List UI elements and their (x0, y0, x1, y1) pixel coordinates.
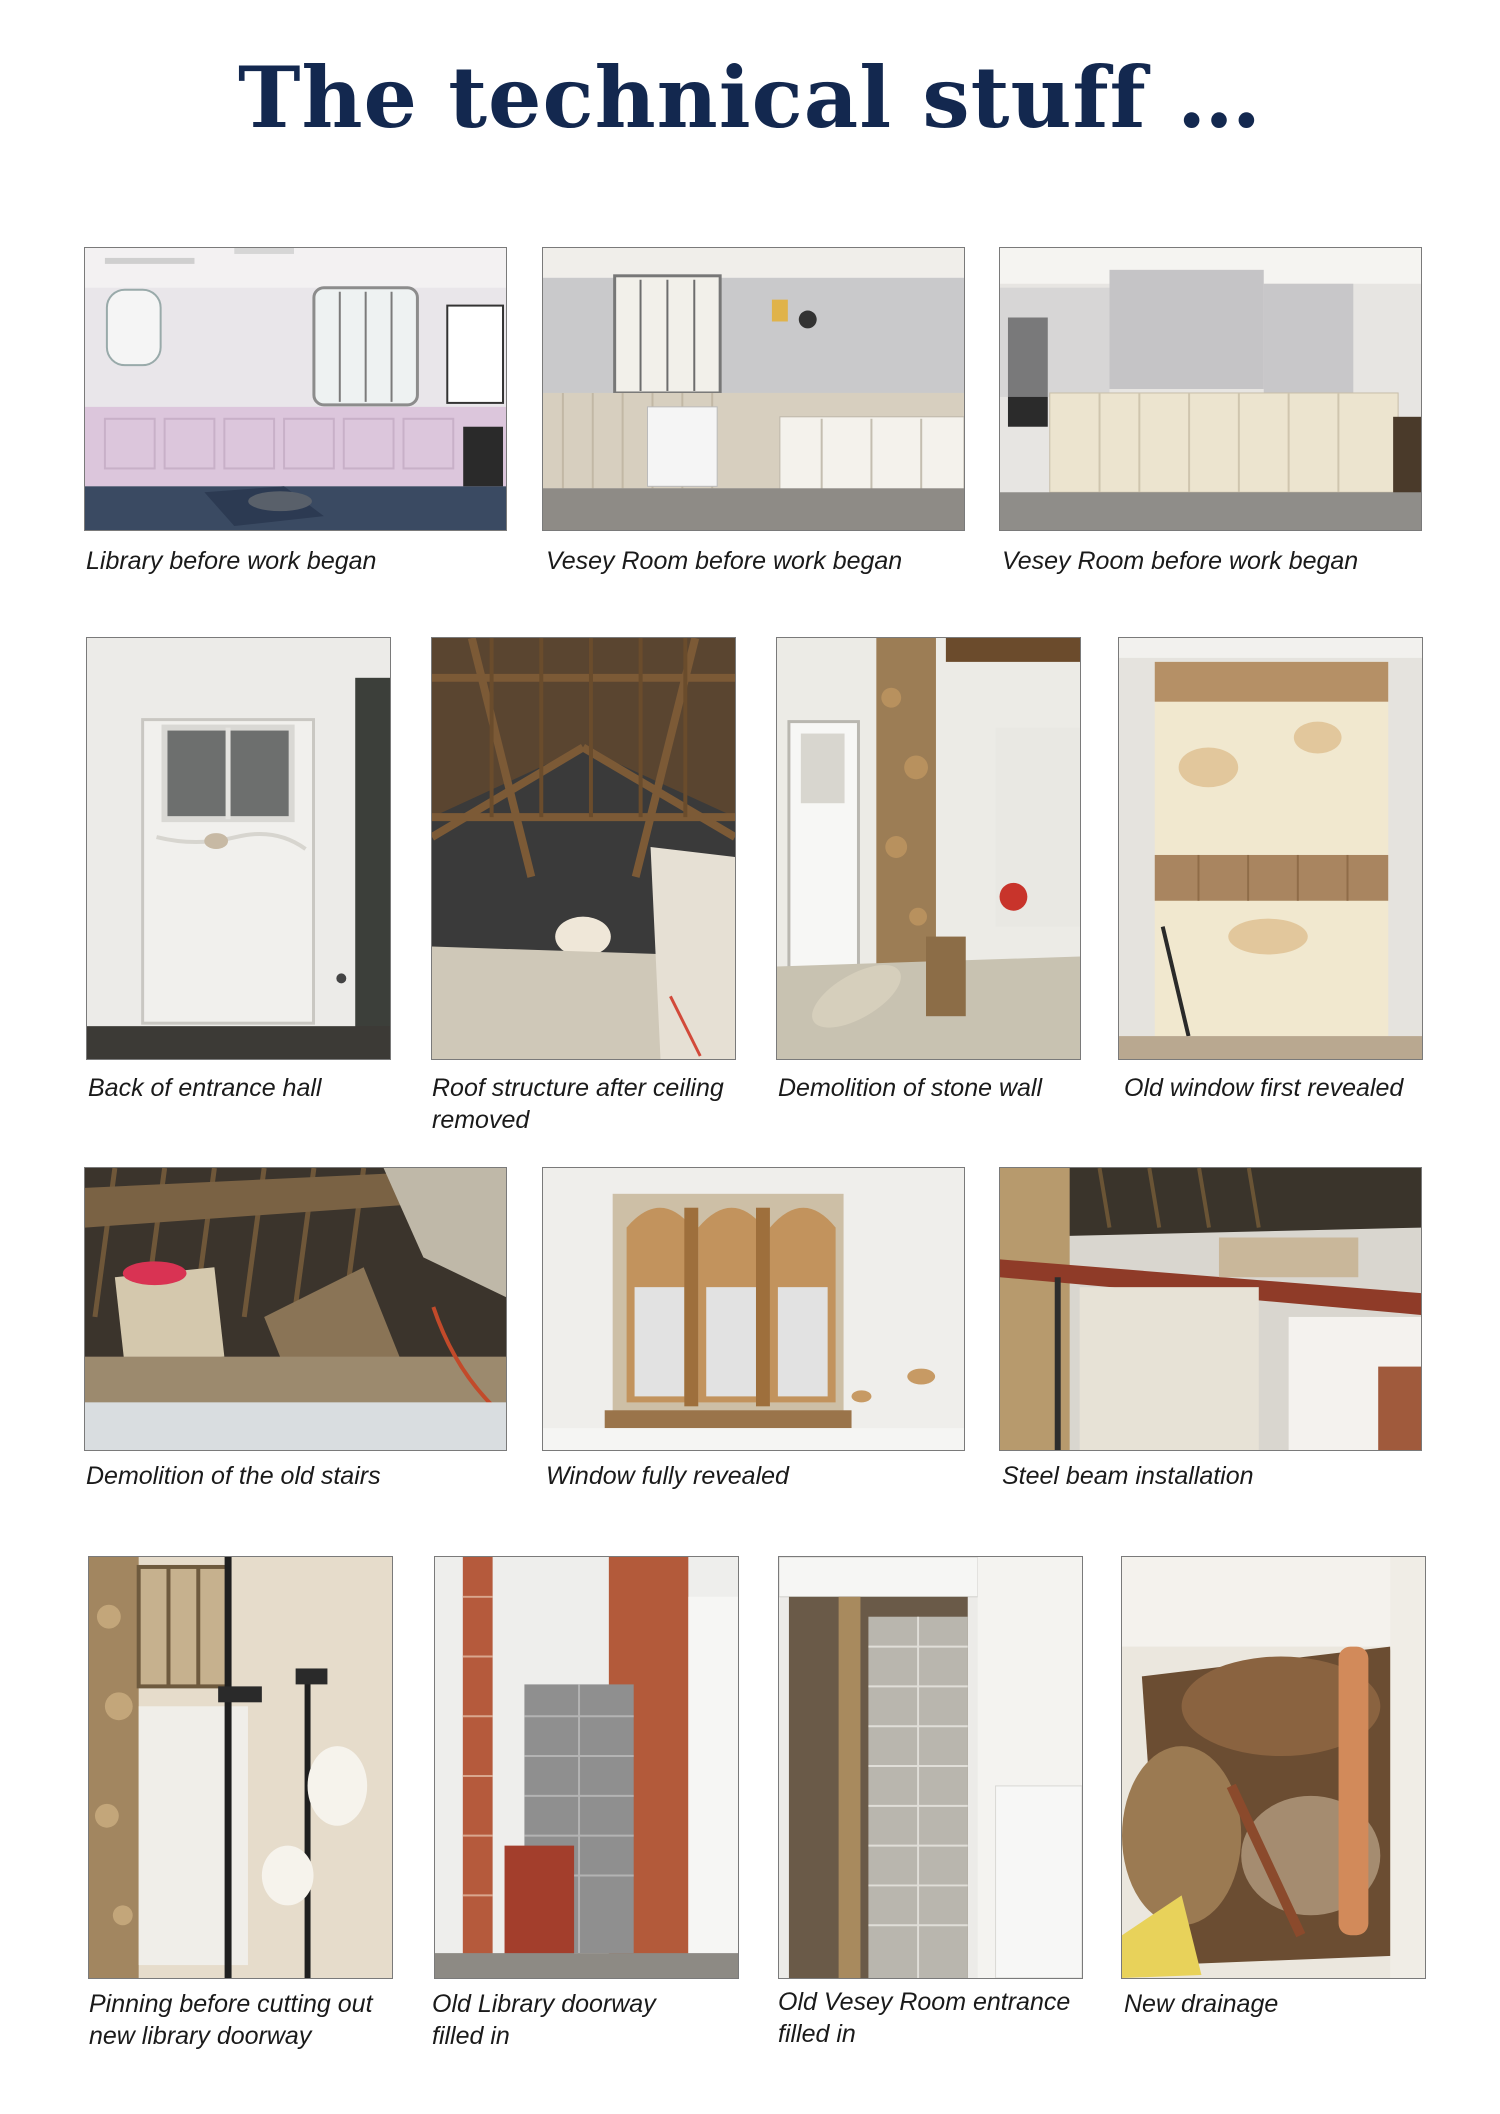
photo-entrance-hall (86, 637, 391, 1060)
photo-window-fully-revealed (542, 1167, 965, 1451)
caption-vesey-entrance-filled: Old Vesey Room entrance filled in (778, 1988, 1071, 2048)
caption-vesey-before-2: Vesey Room before work began (1002, 547, 1359, 575)
caption-new-drainage: New drainage (1124, 1990, 1279, 2018)
photo-vesey-entrance-filled (778, 1556, 1083, 1979)
caption-library-doorway-filled: Old Library doorway filled in (432, 1990, 656, 2050)
page-title: The technical stuff … (237, 48, 1263, 147)
caption-old-window-revealed: Old window first revealed (1124, 1074, 1404, 1102)
photo-pinning (88, 1556, 393, 1979)
photo-vesey-before-1 (542, 247, 965, 531)
photo-demolition-stairs (84, 1167, 507, 1451)
caption-entrance-hall: Back of entrance hall (88, 1074, 322, 1102)
caption-demolition-stairs: Demolition of the old stairs (86, 1462, 381, 1490)
photo-new-drainage (1121, 1556, 1426, 1979)
photo-vesey-before-2 (999, 247, 1422, 531)
caption-demolition-stone-wall: Demolition of stone wall (778, 1074, 1043, 1102)
photo-demolition-stone-wall (776, 637, 1081, 1060)
photo-old-window-revealed (1118, 637, 1423, 1060)
photo-roof-structure (431, 637, 736, 1060)
photo-steel-beam (999, 1167, 1422, 1451)
caption-roof-structure: Roof structure after ceiling removed (432, 1074, 724, 1134)
caption-vesey-before-1: Vesey Room before work began (546, 547, 903, 575)
caption-window-fully-revealed: Window fully revealed (546, 1462, 789, 1490)
photo-library-doorway-filled (434, 1556, 739, 1979)
caption-steel-beam: Steel beam installation (1002, 1462, 1254, 1490)
photo-library-before (84, 247, 507, 531)
caption-pinning: Pinning before cutting out new library doorway (89, 1990, 373, 2050)
caption-library-before: Library before work began (86, 547, 377, 575)
